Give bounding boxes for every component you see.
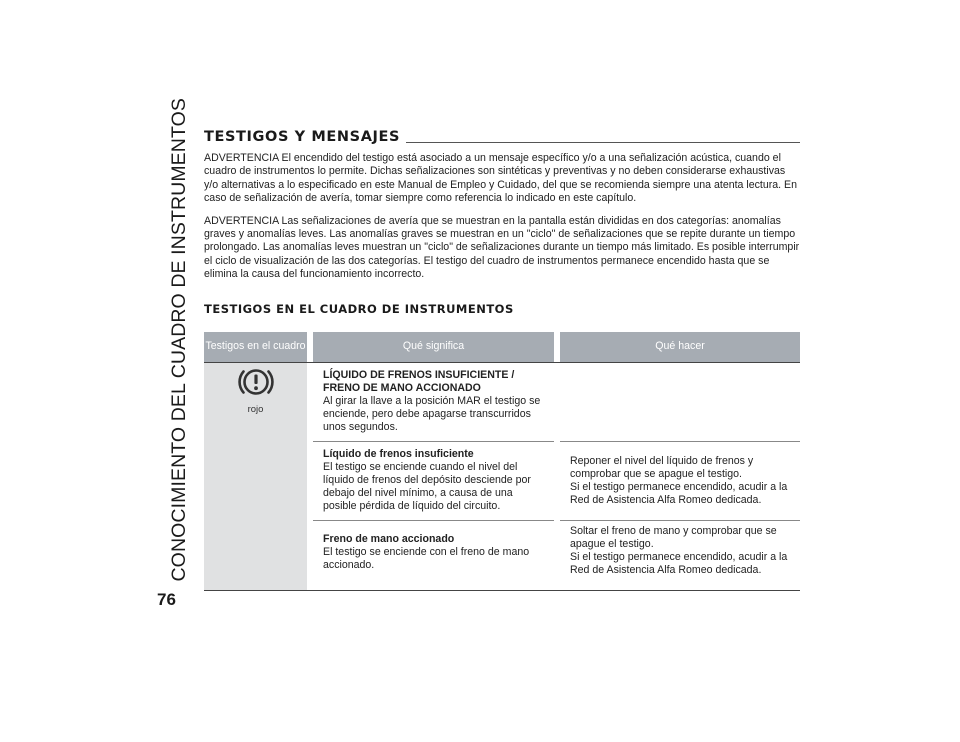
action-cell xyxy=(560,363,800,442)
lamp-cell xyxy=(204,363,307,591)
header-action: Qué hacer xyxy=(560,332,800,363)
header-meaning: Qué significa xyxy=(313,332,554,363)
table-row xyxy=(204,363,800,442)
section-title: TESTIGOS Y MENSAJES xyxy=(204,129,401,145)
action-text: Soltar el freno de mano y comprobar que se apague el testigo. xyxy=(570,525,777,551)
subsection-title: TESTIGOS EN EL CUADRO DE INSTRUMENTOS xyxy=(204,301,514,316)
meaning-title: Líquido de frenos insuficiente xyxy=(323,448,474,461)
section-heading xyxy=(204,130,800,145)
meaning-title: Freno de mano accionado xyxy=(323,533,455,546)
warning-paragraph-1: ADVERTENCIA El encendido del testigo está asociado a un mensaje específico y/o a una señalización acústica, cuando el cuadro de instrumentos lo permite. Dichas señalizaciones son sintéticas y preventivas y no deben considerarse exhaustivas y/o alternativas a lo especificado en este Manual de Empleo y Cuidado, del que se recomienda siempre una atenta lectura. En caso de señalización de avería, tomar siempre como referencia lo indicado en este capítulo. xyxy=(204,152,798,205)
warning-lights-table xyxy=(204,332,800,592)
action-text: Reponer el nivel del líquido de frenos y comprobar que se apague el testigo. xyxy=(570,455,754,481)
lamp-color-caption: rojo xyxy=(247,404,264,416)
brake-warning-icon xyxy=(233,363,279,401)
meaning-text: El testigo se enciende cuando el nivel del líquido de frenos del depósito desciende por debajo del nivel mínimo, a causa de una posible pérdida de líquido del circuito. xyxy=(323,461,531,513)
action-cell xyxy=(560,442,800,521)
page-number: 76 xyxy=(157,590,176,609)
header-lamp: Testigos en el cuadro xyxy=(204,332,307,363)
meaning-text: Al girar la llave a la posición MAR el testigo se enciende, pero debe apagarse transcurridos unos segundos. xyxy=(323,395,541,434)
meaning-cell xyxy=(313,363,554,442)
table-header-row xyxy=(204,332,800,363)
meaning-text: El testigo se enciende con el freno de mano accionado. xyxy=(323,546,530,572)
page-content xyxy=(204,130,800,591)
action-text: Si el testigo permanece encendido, acudir a la Red de Asistencia Alfa Romeo dedicada. xyxy=(570,551,788,577)
side-chapter-title-text: CONOCIMIENTO DEL CUADRO DE INSTRUMENTOS xyxy=(167,98,190,582)
meaning-cell xyxy=(313,442,554,521)
action-cell xyxy=(560,521,800,591)
warning-paragraph-2: ADVERTENCIA Las señalizaciones de avería que se muestran en la pantalla están divididas en dos categorías: anomalías graves y anomalías leves. Las anomalías graves se muestran en un "ciclo" de señalizaciones que se repite durante un tiempo prolongado. Las anomalías leves muestran un "ciclo" de señalizaciones durante un tiempo más limitado. Es posible interrumpir el ciclo de visualización de las dos categorías. El testigo del cuadro de instrumentos permanece encendido hasta que se elimina la causa del funcionamiento incorrecto. xyxy=(204,214,800,281)
section-rule xyxy=(406,142,800,143)
action-text: Si el testigo permanece encendido, acudir a la Red de Asistencia Alfa Romeo dedicada. xyxy=(570,481,788,507)
meaning-cell xyxy=(313,521,554,591)
side-chapter-title xyxy=(164,98,194,582)
meaning-title: LÍQUIDO DE FRENOS INSUFICIENTE / FRENO DE MANO ACCIONADO xyxy=(323,369,515,395)
